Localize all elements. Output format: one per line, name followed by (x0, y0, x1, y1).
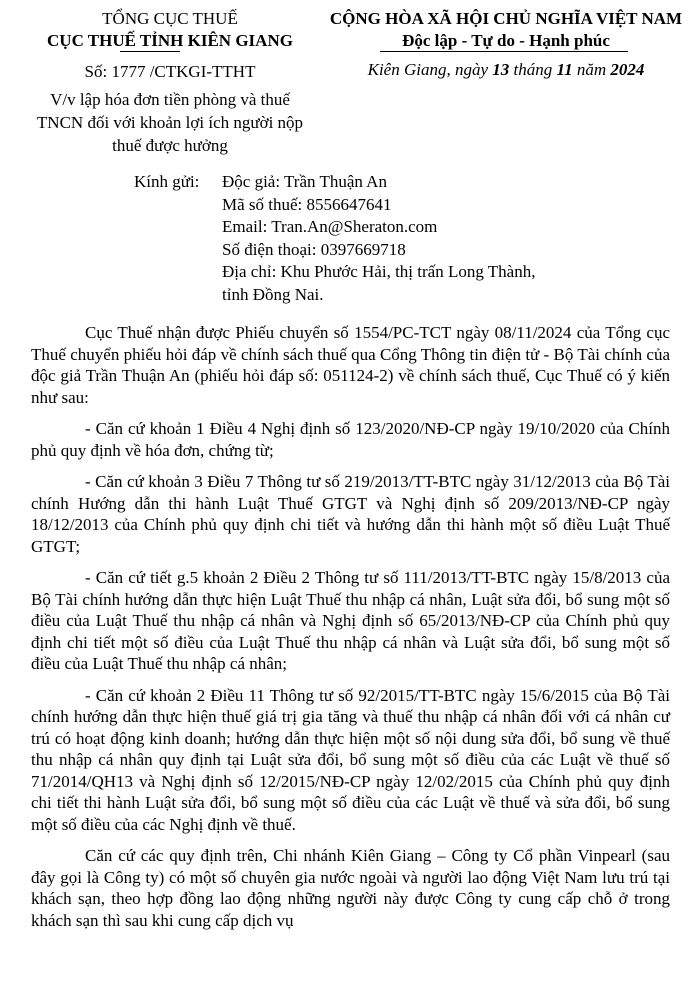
date-day: 13 (492, 60, 510, 79)
recipient-email: Email: Tran.An@Sheraton.com (222, 217, 438, 236)
date-place: Kiên Giang (367, 60, 447, 79)
date-day-prefix: , ngày (446, 60, 493, 79)
recipient-tax-code: Mã số thuế: 8556647641 (222, 194, 392, 214)
date-year-prefix: năm (572, 60, 611, 79)
legal-basis-item: - Căn cứ khoản 2 Điều 11 Thông tư số 92/2015/TT-BTC ngày 15/6/2015 của Bộ Tài chính hướng dẫn thực hiện thuế giá trị gia tăng và thuế thu nhập cá nhân đối với cá nhân cư trú có hoạt động kinh doanh; hướng dẫn thực hiện một số nội dung sửa đổi, bổ sung về thuế thu nhập cá nhân quy định tại Luật sửa đổi, bổ sung một số điều của các Luật về thuế số 71/2014/QH13 và Nghị định số 12/2015/NĐ-CP ngày 12/02/2015 của Chính phủ quy định chi tiết thi hành Luật sửa đổi, bổ sung một số điều của các Luật về thuế và sửa đổi, bổ sung một số điều của các Nghị định về thuế. (31, 685, 670, 834)
agency-name: CỤC THUẾ TỈNH KIÊN GIANG (47, 31, 293, 50)
recipient-address-continued: tỉnh Đồng Nai. (222, 284, 324, 304)
date-month-prefix: tháng (509, 60, 557, 79)
national-header-block (320, 8, 692, 52)
issue-date-line (320, 60, 692, 80)
document-subject: V/v lập hóa đơn tiền phòng và thuế TNCN đối với khoản lợi ích người nộp thuế được hưởng (36, 90, 304, 155)
parent-agency-name: TỔNG CỤC THUẾ (102, 9, 238, 28)
legal-basis-item: - Căn cứ khoản 3 Điều 7 Thông tư số 219/2013/TT-BTC ngày 31/12/2013 của Bộ Tài chính Hướng dẫn thi hành Luật Thuế GTGT và Nghị định số 209/2013/NĐ-CP ngày 18/12/2013 của Chính phủ quy định chi tiết và hướng dẫn thi hành một số điều Luật Thuế GTGT; (31, 472, 670, 556)
republic-title: CỘNG HÒA XÃ HỘI CHỦ NGHĨA VIỆT NAM (329, 9, 683, 28)
legal-basis-item: - Căn cứ khoản 1 Điều 4 Nghị định số 123/2020/NĐ-CP ngày 19/10/2020 của Chính phủ quy định về hóa đơn, chứng từ; (31, 419, 670, 460)
letter-body (31, 322, 670, 941)
body-paragraph-intro: Cục Thuế nhận được Phiếu chuyển số 1554/PC-TCT ngày 08/11/2024 của Tổng cục Thuế chuyển phiếu hỏi đáp về chính sách thuế qua Cổng Thông tin điện tử - Bộ Tài chính của độc giả Trần Thuận An (phiếu hỏi đáp số: 051124-2) về chính sách thuế, Cục Thuế có ý kiến như sau: (31, 323, 670, 407)
date-year: 2024 (610, 60, 645, 79)
recipient-details (222, 171, 642, 306)
recipient-phone: Số điện thoại: 0397669718 (222, 239, 406, 259)
recipient-address: Địa chỉ: Khu Phước Hải, thị trấn Long Thành, (222, 262, 536, 281)
recipient-label: Kính gửi: (134, 172, 200, 191)
legal-basis-item: - Căn cứ tiết g.5 khoản 2 Điều 2 Thông tư số 111/2013/TT-BTC ngày 15/8/2013 của Bộ Tài chính hướng dẫn thực hiện Luật Thuế thu nhập cá nhân, Luật sửa đổi, bổ sung một số điều của Luật Thuế thu nhập cá nhân và Nghị định số 65/2013/NĐ-CP của Chính phủ quy định chi tiết một số điều của Luật Thuế thu nhập cá nhân và Luật sửa đổi, bổ sung một số điều của Luật Thuế thu nhập cá nhân; (31, 568, 670, 673)
motto-underline-divider (380, 51, 628, 52)
document-number: Số: 1777 /CTKGI-TTHT (84, 62, 256, 81)
date-month: 11 (556, 60, 573, 79)
national-motto: Độc lập - Tự do - Hạnh phúc (402, 31, 610, 50)
issuing-agency-block (20, 8, 320, 52)
body-paragraph-conclusion: Căn cứ các quy định trên, Chi nhánh Kiên Giang – Công ty Cổ phần Vinpearl (sau đây gọi là Công ty) có một số chuyên gia nước ngoài và người lao động Việt Nam lưu trú tại khách sạn, theo hợp đồng lao động những người này được Công ty cung cấp chỗ ở trong khách sạn thì sau khi cung cấp dịch vụ (31, 846, 670, 930)
recipient-name: Độc giả: Trần Thuận An (222, 172, 387, 191)
agency-underline-divider (120, 51, 180, 52)
